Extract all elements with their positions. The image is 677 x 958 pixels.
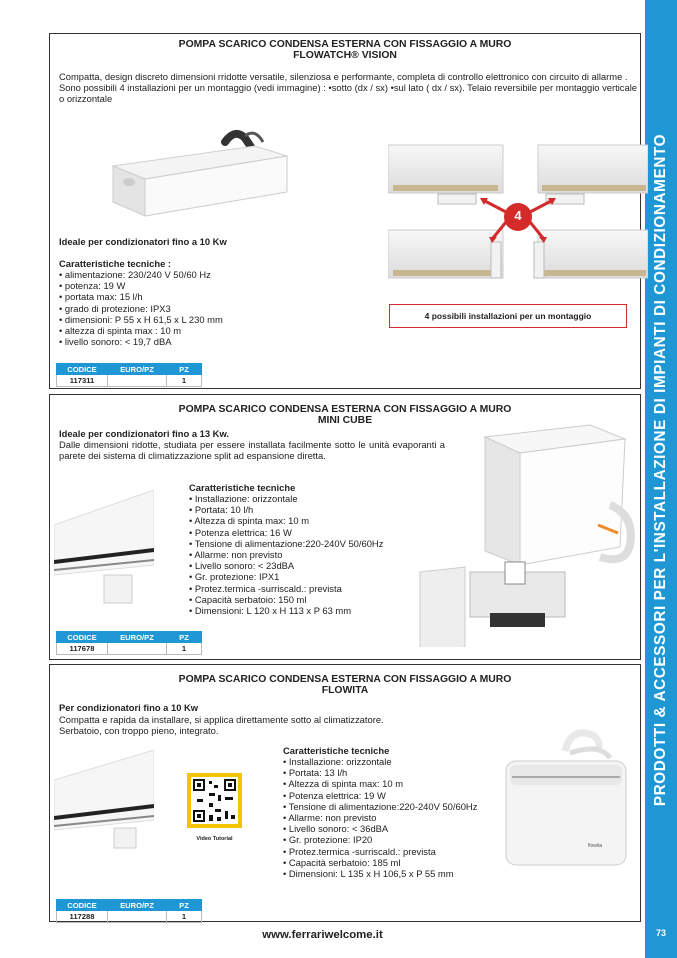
table-row (57, 643, 202, 655)
spec-item: • portata max: 15 l/h (59, 291, 223, 302)
spec-item: • Potenza elettrica: 16 W (189, 527, 383, 538)
product-code-table (56, 631, 202, 655)
product-title: POMPA SCARICO CONDENSA ESTERNA CON FISSAGGIO A MURO (178, 404, 512, 415)
product-panel-mini-cube (49, 394, 641, 660)
col-code: CODICE (57, 632, 108, 643)
ideal-for-text: Ideale per condizionatori fino a 13 Kw. (59, 428, 229, 439)
flowita-pump-photo (500, 721, 632, 871)
spec-item: • Dimensioni: L 135 x H 106,5 x P 55 mm (283, 868, 477, 879)
spec-item: • Livello sonoro: < 23dBA (189, 560, 383, 571)
page-number: 73 (655, 928, 666, 938)
spec-item: • grado di protezione: IPX3 (59, 303, 223, 314)
specs-title: Caratteristiche tecniche : (59, 258, 172, 269)
spec-item: • Installazione: orizzontale (283, 756, 477, 767)
spec-item: • Potenza elettrica: 19 W (283, 790, 477, 801)
spec-item: • potenza: 19 W (59, 280, 223, 291)
mini-cube-photo (410, 417, 638, 647)
specs-list (283, 756, 477, 879)
spec-item: • Dimensioni: L 120 x H 113 x P 63 mm (189, 605, 383, 616)
spec-item: • dimensioni: P 55 x H 61,5 x L 230 mm (59, 314, 223, 325)
installation-diagram (388, 142, 648, 282)
product-subtitle: FLOWATCH® VISION (293, 50, 397, 61)
product-subtitle: FLOWITA (321, 685, 369, 696)
spec-item: • altezza di spinta max : 10 m (59, 325, 223, 336)
specs-list (189, 493, 383, 616)
qr-code-block[interactable] (187, 773, 242, 842)
table-row (57, 911, 202, 923)
ideal-for-text: Ideale per condizionatori fino a 10 Kw (59, 236, 227, 247)
product-price (108, 375, 167, 387)
spec-item: • Tensione di alimentazione:220-240V 50/60Hz (283, 801, 477, 812)
col-code: CODICE (57, 364, 108, 375)
spec-item: • Livello sonoro: < 36dBA (283, 823, 477, 834)
spec-item: • Tensione di alimentazione:220-240V 50/60Hz (189, 538, 383, 549)
spec-item: • Capacità serbatoio: 150 ml (189, 594, 383, 605)
ac-unit-photo (54, 750, 154, 855)
specs-title: Caratteristiche tecniche (189, 482, 296, 493)
ideal-for-text: Per condizionatori fino a 10 Kw (59, 702, 199, 713)
spec-item: • alimentazione: 230/240 V 50/60 Hz (59, 269, 223, 280)
product-code-table (56, 899, 202, 923)
spec-item: • Protez.termica -surriscald.: prevista (189, 583, 383, 594)
sidebar-category-text: PRODOTTI & ACCESSORI PER L'INSTALLAZIONE DI IMPIANTI DI CONDIZIONAMENTO (652, 133, 669, 807)
spec-item: • Altezza di spinta max: 10 m (283, 778, 477, 789)
description-line-1: Compatta, design discreto dimensioni rridotte versatile, silenziosa e performante, completa di controllo elettronico con circuito di allarme . (59, 71, 628, 82)
col-qty: PZ (167, 900, 202, 911)
col-qty: PZ (167, 364, 202, 375)
description-line-1: Compatta e rapida da installare, si applica direttamente sotto al climatizzatore. (59, 714, 384, 725)
product-price (108, 643, 167, 655)
product-price (108, 911, 167, 923)
col-code: CODICE (57, 900, 108, 911)
product-code: 117288 (57, 911, 108, 923)
spec-item: • livello sonoro: < 19,7 dBA (59, 336, 223, 347)
spec-item: • Allarme: non previsto (283, 812, 477, 823)
product-panel-flowatch (49, 33, 641, 389)
product-qty: 1 (167, 375, 202, 387)
product-panel-flowita (49, 664, 641, 922)
product-title: POMPA SCARICO CONDENSA ESTERNA CON FISSAGGIO A MURO (178, 674, 512, 685)
product-title: POMPA SCARICO CONDENSA ESTERNA CON FISSAGGIO A MURO (178, 39, 512, 50)
spec-item: • Portata: 10 l/h (189, 504, 383, 515)
table-row (57, 375, 202, 387)
description-line-2: Serbatoio, con troppo pieno, integrato. (59, 725, 219, 737)
product-qty: 1 (167, 643, 202, 655)
spec-item: • Gr. protezione: IP20 (283, 834, 477, 845)
col-price: EURO/PZ (108, 364, 167, 375)
spec-item: • Installazione: orizzontale (189, 493, 383, 504)
installations-badge: 4 (514, 208, 522, 223)
qr-code-icon[interactable] (187, 773, 242, 828)
spec-item: • Allarme: non previsto (189, 549, 383, 560)
product-code-table (56, 363, 202, 387)
pump-brand-label: flowita (588, 843, 603, 849)
footer-website-link[interactable]: www.ferrariwelcome.it (262, 929, 383, 941)
product-code: 117678 (57, 643, 108, 655)
spec-item: • Protez.termica -surriscald.: prevista (283, 846, 477, 857)
specs-title: Caratteristiche tecniche (283, 745, 390, 756)
col-qty: PZ (167, 632, 202, 643)
description-line-2: Sono possibili 4 installazioni per un montaggio (vedi immagine) : •sotto (dx / sx) •sul lato ( dx / sx). Telaio reversibile per montaggio verticale o orizzontale (59, 82, 638, 105)
spec-item: • Gr. protezione: IPX1 (189, 571, 383, 582)
product-description (59, 71, 639, 105)
specs-list (59, 269, 223, 347)
spec-item: • Portata: 13 l/h (283, 767, 477, 778)
qr-caption: Video Tutorial (196, 836, 233, 842)
product-qty: 1 (167, 911, 202, 923)
spec-item: • Capacità serbatoio: 185 ml (283, 857, 477, 868)
install-caption: 4 possibili installazioni per un montaggio (389, 304, 627, 328)
product-description: Dalle dimensioni ridotte, studiata per essere installata facilmente sotto le unità evaporanti a parete dei sistema di climatizzazione split ad espansione diretta. (59, 439, 445, 462)
spec-item: • Altezza di spinta max: 10 m (189, 515, 383, 526)
col-price: EURO/PZ (108, 632, 167, 643)
product-subtitle: MINI CUBE (317, 415, 373, 426)
ac-unit-photo (54, 490, 154, 610)
pump-photo (105, 124, 305, 234)
product-code: 117311 (57, 375, 108, 387)
product-description (59, 714, 384, 736)
col-price: EURO/PZ (108, 900, 167, 911)
